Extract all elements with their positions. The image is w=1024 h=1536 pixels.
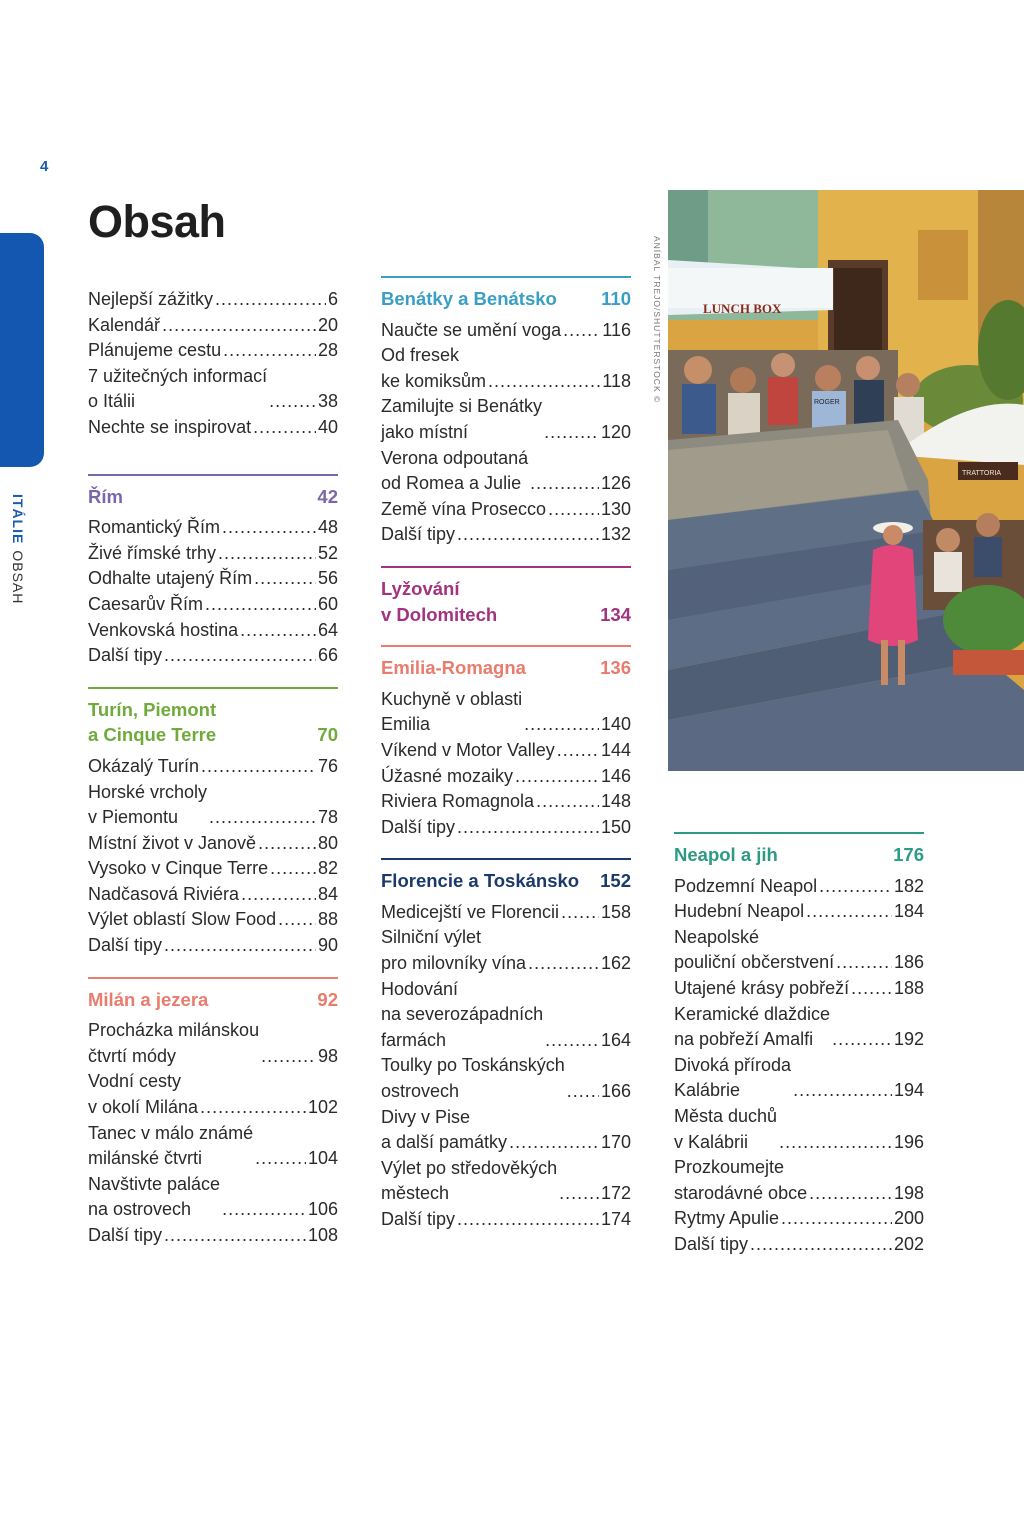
dot-leader	[222, 1197, 306, 1223]
toc-entry[interactable]	[88, 364, 338, 415]
section-title: Turín, Piemont a Cinque Terre	[88, 698, 217, 746]
entry-title: Nadčasová Riviéra	[88, 883, 240, 904]
toc-entry[interactable]	[381, 738, 631, 764]
entry-title: Od fresek ke komiksům	[381, 345, 487, 391]
entry-title: Vysoko v Cinque Terre	[88, 858, 269, 879]
toc-entry[interactable]	[88, 831, 338, 857]
toc-entry[interactable]	[88, 287, 338, 313]
toc-entry[interactable]	[381, 1053, 631, 1104]
section-heading[interactable]	[674, 842, 924, 868]
dot-leader	[528, 951, 599, 977]
dot-leader	[164, 1223, 306, 1249]
toc-entry[interactable]	[381, 1105, 631, 1156]
toc-entry[interactable]	[88, 754, 338, 780]
section-heading[interactable]	[381, 655, 631, 681]
entry-page-number: 148	[600, 791, 631, 812]
section-title: Lyžování v Dolomitech	[381, 577, 498, 625]
dot-leader	[832, 1027, 892, 1053]
entry-page-number: 130	[600, 498, 631, 519]
entry-page-number: 38	[317, 391, 338, 412]
page-number: 4	[40, 158, 49, 175]
section-title: Milán a jezera	[88, 988, 209, 1010]
entry-title: Další tipy	[88, 645, 163, 666]
toc-entry[interactable]	[674, 1002, 924, 1053]
entry-page-number: 166	[600, 1081, 631, 1102]
dot-leader	[809, 1181, 892, 1207]
dot-leader	[457, 522, 599, 548]
toc-entry[interactable]	[674, 899, 924, 925]
entry-title: Další tipy	[674, 1233, 749, 1254]
entry-title: Další tipy	[381, 816, 456, 837]
section-heading[interactable]	[381, 576, 631, 627]
dot-leader	[509, 1130, 599, 1156]
dot-leader	[215, 287, 326, 313]
entry-title: Další tipy	[381, 524, 456, 545]
entry-title: Medicejští ve Florencii	[381, 901, 560, 922]
entry-title: Vodní cesty v okolí Milána	[88, 1071, 199, 1118]
section-turin	[88, 687, 338, 959]
dot-leader	[530, 471, 599, 497]
toc-entry[interactable]	[381, 497, 631, 523]
street-photo	[668, 190, 1024, 771]
entry-page-number: 158	[600, 901, 631, 922]
dot-leader	[162, 313, 316, 339]
toc-entry[interactable]	[674, 1232, 924, 1258]
entry-title: Horské vrcholy v Piemontu	[88, 781, 208, 828]
entry-page-number: 48	[317, 517, 338, 538]
entry-page-number: 170	[600, 1132, 631, 1153]
toc-entry[interactable]	[381, 977, 631, 1054]
entry-title: Kuchyně v oblasti Emilia	[381, 688, 523, 735]
side-country: ITÁLIE	[10, 494, 26, 545]
entry-title: Výlet oblastí Slow Food	[88, 909, 277, 930]
sign-trattoria: TRATTORIA	[962, 470, 1002, 477]
entry-page-number: 84	[317, 883, 338, 904]
entry-title: Úžasné mozaiky	[381, 765, 514, 786]
section-milan	[88, 977, 338, 1249]
entry-title: Další tipy	[381, 1209, 456, 1229]
section-neapol	[674, 832, 924, 1258]
dot-leader	[819, 874, 892, 900]
toc-entry[interactable]	[674, 1104, 924, 1155]
entry-page-number: 132	[600, 524, 631, 545]
toc-entry[interactable]	[674, 976, 924, 1002]
entry-title: Neapolské pouliční občerstvení	[674, 926, 835, 973]
entry-title: Keramické dlaždice na pobřeží Amalfi	[674, 1003, 831, 1050]
entry-page-number: 164	[600, 1029, 631, 1050]
dot-leader	[544, 420, 599, 446]
entry-page-number: 140	[600, 714, 631, 735]
entry-title: Caesarův Řím	[88, 593, 204, 614]
section-heading[interactable]	[381, 868, 631, 894]
section-page-number: 176	[893, 844, 924, 865]
toc-entry[interactable]	[381, 687, 631, 738]
entry-title: Zamilujte si Benátky jako místní	[381, 396, 543, 442]
dot-leader	[806, 899, 892, 925]
toc-column-2	[381, 276, 631, 1251]
toc-entry[interactable]	[88, 566, 338, 592]
entry-page-number: 6	[327, 289, 338, 309]
entry-title: Divy v Pise a další památky	[381, 1106, 508, 1153]
toc-entry[interactable]	[88, 592, 338, 618]
toc-entry[interactable]	[674, 1053, 924, 1104]
entry-page-number: 88	[317, 909, 338, 930]
toc-entry[interactable]	[88, 856, 338, 882]
toc-entry[interactable]	[674, 925, 924, 976]
dot-leader	[205, 592, 316, 618]
entry-title: Odhalte utajený Řím	[88, 568, 253, 589]
entry-title: Další tipy	[88, 1225, 163, 1245]
entry-title: Procházka milánskou čtvrtí módy	[88, 1020, 260, 1066]
toc-entry[interactable]	[88, 643, 338, 669]
dot-leader	[545, 1028, 599, 1054]
dot-leader	[561, 900, 599, 926]
section-page-number: 110	[601, 288, 631, 309]
entry-page-number: 174	[600, 1209, 631, 1229]
toc-entry[interactable]	[88, 1069, 338, 1120]
toc-entry[interactable]	[88, 907, 338, 933]
section-page-number: 42	[317, 485, 338, 507]
entry-page-number: 188	[893, 977, 924, 998]
dot-leader	[261, 1044, 316, 1070]
toc-entry[interactable]	[674, 1155, 924, 1206]
toc-entry[interactable]	[381, 343, 631, 394]
entry-title: Nechte se inspirovat	[88, 416, 252, 437]
entry-page-number: 200	[893, 1208, 924, 1229]
section-heading[interactable]	[88, 697, 338, 748]
toc-entry[interactable]	[88, 618, 338, 644]
toc-entry[interactable]	[381, 1156, 631, 1207]
section-rim	[88, 474, 338, 669]
entry-page-number: 80	[317, 832, 338, 853]
page-title: Obsah	[88, 196, 226, 247]
entry-page-number: 82	[317, 858, 338, 879]
toc-entry[interactable]	[88, 338, 338, 364]
toc-entry[interactable]	[88, 1121, 338, 1172]
dot-leader	[781, 1206, 892, 1232]
dot-leader	[457, 1207, 599, 1233]
dot-leader	[218, 541, 316, 567]
side-tab	[0, 233, 44, 467]
entry-title: Rytmy Apulie	[674, 1208, 780, 1229]
entry-title: Hodování na severozápadních farmách	[381, 978, 544, 1050]
dot-leader	[253, 415, 316, 441]
toc-entry[interactable]	[381, 815, 631, 841]
dot-leader	[278, 907, 316, 933]
section-page-number: 136	[600, 657, 631, 679]
shirt-text: ROGER	[814, 399, 840, 406]
entry-title: Toulky po Toskánských ostrovech	[381, 1055, 565, 1102]
entry-title: Utajené krásy pobřeží	[674, 977, 850, 998]
entry-title: Města duchů v Kalábrii	[674, 1105, 778, 1152]
toc-entry[interactable]	[88, 415, 338, 441]
entry-title: Prozkoumejte starodávné obce	[674, 1157, 808, 1203]
entry-title: Naučte se umění voga	[381, 319, 562, 340]
entry-title: 7 užitečných informací o Itálii	[88, 365, 268, 412]
section-florencie	[381, 858, 631, 1232]
entry-title: Místní život v Janově	[88, 832, 257, 853]
entry-page-number: 66	[317, 645, 338, 666]
entry-page-number: 120	[600, 421, 631, 442]
dot-leader	[548, 497, 599, 523]
intro-list	[88, 287, 338, 441]
entry-page-number: 126	[600, 473, 631, 494]
dot-leader	[563, 318, 600, 344]
section-page-number: 134	[600, 603, 631, 625]
section-page-number: 92	[317, 988, 338, 1010]
entry-page-number: 196	[893, 1131, 924, 1152]
toc-entry[interactable]	[381, 446, 631, 497]
dot-leader	[241, 882, 316, 908]
entry-title: Hudební Neapol	[674, 901, 805, 922]
toc-entry[interactable]	[88, 933, 338, 959]
dot-leader	[164, 643, 316, 669]
entry-page-number: 56	[317, 568, 338, 589]
entry-page-number: 106	[307, 1199, 338, 1220]
section-title: Emilia-Romagna	[381, 657, 526, 679]
toc-entry[interactable]	[381, 522, 631, 548]
dot-leader	[258, 831, 316, 857]
toc-entry[interactable]	[381, 900, 631, 926]
toc-entry[interactable]	[381, 318, 631, 344]
dot-leader	[793, 1078, 892, 1104]
dot-leader	[836, 950, 892, 976]
entry-title: Okázalý Turín	[88, 755, 200, 776]
entry-page-number: 64	[317, 619, 338, 640]
dot-leader	[200, 1095, 306, 1121]
entry-page-number: 182	[893, 875, 924, 896]
entry-page-number: 162	[600, 953, 631, 974]
dot-leader	[559, 1181, 599, 1207]
entry-page-number: 184	[893, 901, 924, 922]
toc-column-1	[88, 287, 338, 1267]
entry-title: Živé římské trhy	[88, 542, 217, 563]
entry-page-number: 20	[317, 314, 338, 335]
section-title: Řím	[88, 485, 123, 507]
entry-page-number: 116	[602, 319, 631, 340]
toc-entry[interactable]	[381, 1207, 631, 1233]
dot-leader	[164, 933, 316, 959]
entry-title: Další tipy	[88, 935, 163, 956]
dot-leader	[524, 712, 599, 738]
toc-entry[interactable]	[88, 313, 338, 339]
toc-column-3	[674, 832, 924, 1276]
section-lyzovani	[381, 566, 631, 627]
section-heading[interactable]	[88, 484, 338, 510]
dot-leader	[457, 815, 599, 841]
entry-page-number: 108	[307, 1225, 338, 1245]
toc-entry[interactable]	[88, 1018, 338, 1069]
entry-page-number: 28	[317, 340, 338, 361]
entry-page-number: 78	[317, 807, 338, 828]
entry-title: Silniční výlet pro milovníky vína	[381, 927, 527, 974]
toc-entry[interactable]	[381, 925, 631, 976]
entry-title: Navštivte paláce na ostrovech	[88, 1173, 221, 1220]
dot-leader	[222, 515, 316, 541]
entry-page-number: 186	[893, 952, 924, 973]
entry-page-number: 144	[600, 739, 631, 760]
dot-leader	[851, 976, 892, 1002]
dot-leader	[254, 566, 316, 592]
section-page-number: 152	[600, 870, 631, 892]
sign-lunch-box: LUNCH BOX	[703, 301, 782, 316]
entry-page-number: 60	[317, 593, 338, 614]
entry-page-number: 52	[317, 542, 338, 563]
entry-page-number: 102	[307, 1097, 338, 1118]
entry-page-number: 104	[307, 1148, 338, 1169]
toc-entry[interactable]	[88, 1223, 338, 1249]
entry-page-number: 202	[893, 1233, 924, 1254]
photo-credit: ANÍBAL TREJO/SHUTTERSTOCK ©	[652, 236, 662, 404]
entry-title: Víkend v Motor Valley	[381, 739, 555, 760]
section-benatky	[381, 276, 631, 548]
section-title: Benátky a Benátsko	[381, 288, 557, 309]
side-section: OBSAH	[10, 550, 26, 605]
section-title: Florencie a Toskánsko	[381, 870, 580, 892]
entry-title: Romantický Řím	[88, 517, 221, 538]
toc-entry[interactable]	[381, 789, 631, 815]
toc-entry[interactable]	[674, 874, 924, 900]
dot-leader	[201, 754, 316, 780]
dot-leader	[779, 1130, 892, 1156]
entry-page-number: 150	[600, 816, 631, 837]
toc-entry[interactable]	[381, 764, 631, 790]
entry-title: Divoká příroda Kalábrie	[674, 1054, 792, 1101]
entry-page-number: 146	[600, 765, 631, 786]
section-emilia	[381, 645, 631, 840]
dot-leader	[515, 764, 599, 790]
entry-title: Země vína Prosecco	[381, 498, 547, 519]
entry-title: Kalendář	[88, 314, 161, 335]
toc-entry[interactable]	[88, 515, 338, 541]
dot-leader	[269, 389, 316, 415]
entry-page-number: 40	[317, 416, 338, 437]
entry-page-number: 118	[602, 370, 631, 391]
entry-page-number: 90	[317, 935, 338, 956]
toc-entry[interactable]	[381, 394, 631, 445]
entry-page-number: 194	[893, 1080, 924, 1101]
entry-title: Výlet po středověkých městech	[381, 1157, 558, 1204]
toc-entry[interactable]	[674, 1206, 924, 1232]
entry-title: Plánujeme cestu	[88, 340, 222, 361]
entry-title: Nejlepší zážitky	[88, 289, 214, 309]
dot-leader	[567, 1079, 599, 1105]
dot-leader	[536, 789, 599, 815]
dot-leader	[750, 1232, 892, 1258]
entry-page-number: 192	[893, 1029, 924, 1050]
dot-leader	[488, 369, 600, 395]
entry-title: Verona odpoutaná od Romea a Julie	[381, 447, 529, 494]
entry-title: Riviera Romagnola	[381, 791, 535, 812]
toc-entry[interactable]	[88, 882, 338, 908]
dot-leader	[209, 805, 316, 831]
entry-page-number: 76	[317, 755, 338, 776]
entry-title: Venkovská hostina	[88, 619, 239, 640]
dot-leader	[240, 618, 316, 644]
dot-leader	[557, 738, 599, 764]
entry-page-number: 98	[317, 1045, 338, 1066]
dot-leader	[223, 338, 316, 364]
toc-entry[interactable]	[88, 780, 338, 831]
toc-entry[interactable]	[88, 541, 338, 567]
toc-entry[interactable]	[88, 1172, 338, 1223]
side-label	[10, 494, 26, 604]
dot-leader	[270, 856, 316, 882]
street-scene-illustration	[668, 190, 1024, 771]
section-title: Neapol a jih	[674, 844, 778, 865]
section-heading[interactable]	[381, 286, 631, 312]
entry-page-number: 198	[893, 1182, 924, 1203]
entry-page-number: 172	[600, 1183, 631, 1204]
section-page-number: 70	[317, 724, 338, 746]
entry-title: Tanec v málo známé milánské čtvrti	[88, 1122, 254, 1169]
dot-leader	[255, 1146, 306, 1172]
entry-title: Podzemní Neapol	[674, 875, 818, 896]
section-heading[interactable]	[88, 987, 338, 1013]
